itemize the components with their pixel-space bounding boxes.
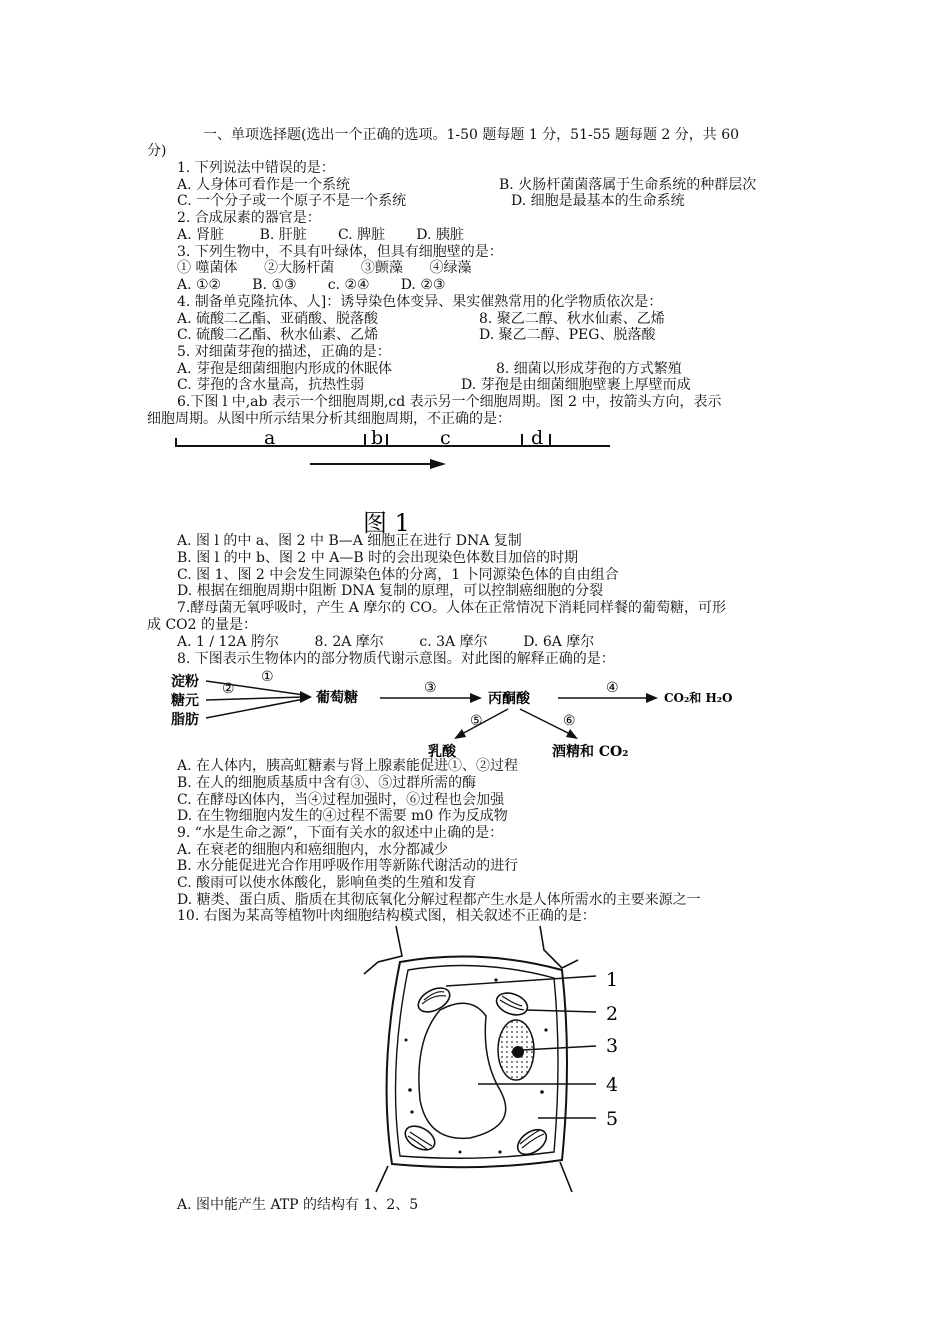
node-glycogen: 糖元 — [171, 693, 199, 709]
q6-option-b: B. 图 l 的中 b、图 2 中 A—B 时的会出现染色体数目加倍的时期 — [177, 550, 579, 566]
q1-stem: 1. 下列说法中错误的是： — [177, 160, 335, 176]
arrow-fat — [206, 699, 304, 718]
arrowhead-6 — [566, 729, 578, 739]
section-header-cont: 分) — [147, 143, 167, 159]
q4-option-b: 8. 聚乙二醇、秋水仙素、乙烯 — [479, 311, 665, 327]
q1-option-b: B. 火肠杆菌菌落属于生命系统的种群层次 — [499, 177, 757, 193]
chloroplast — [401, 1121, 439, 1154]
neighbor-cell-wall — [540, 926, 578, 968]
node-starch: 淀粉 — [171, 674, 199, 690]
q10-option-a: A. 图中能产生 ATP 的结构有 1、2、5 — [177, 1197, 419, 1213]
q6-option-d: D. 根据在细胞周期中阻断 DNA 复制的原理，可以控制癌细胞的分裂 — [177, 583, 604, 599]
node-glucose: 葡萄糖 — [316, 690, 358, 706]
figure-1-label-b: b — [371, 427, 384, 449]
arrowhead-4 — [646, 693, 658, 703]
arrowhead-glucose — [300, 691, 312, 703]
nucleolus — [512, 1046, 524, 1058]
q6-option-c: C. 图 1、图 2 中会发生同源染色体的分离，1 卜同源染色体的自由组合 — [177, 567, 619, 583]
arrow-starch — [206, 681, 304, 695]
section-header: 一、单项选择题(选出一个正确的选项。1-50 题每题 1 分，51-55 题每题 2 分，共 60 — [203, 127, 740, 143]
node-pyruvate: 丙酮酸 — [488, 691, 530, 707]
arrowhead-3 — [470, 693, 482, 703]
q10-stem: 10. 右图为某高等植物叶肉细胞结构模式图，相关叙述不正确的是： — [177, 908, 596, 924]
neighbor-cell-wall — [376, 1166, 388, 1192]
q9-option-b: B. 水分能促进光合作用呼吸作用等新陈代谢活动的进行 — [177, 858, 519, 874]
q7-stem-cont: 成 CO2 的量是： — [147, 617, 257, 633]
step-6-label: ⑥ — [563, 713, 576, 729]
metabolism-diagram — [170, 665, 770, 765]
q9-option-a: A. 在衰老的细胞内和癌细胞内，水分都减少 — [177, 842, 449, 858]
arrow-glycogen — [206, 697, 304, 700]
q5-stem: 5. 对细菌芽孢的描述，正确的是： — [177, 344, 391, 360]
step-4-label: ④ — [606, 680, 619, 696]
q1-option-a: A. 人身体可看作是一个系统 — [177, 177, 351, 193]
q9-stem: 9. “水是生命之源”，下面有关水的叙述中止确的是： — [177, 825, 504, 841]
node-fat: 脂肪 — [171, 712, 199, 728]
q8-option-b: B. 在人的细胞质基质中含有③、⑤过群所需的酶 — [177, 775, 477, 791]
q3-items: ① 噬菌体 ②大肠杆菌 ③颤藻 ④绿藻 — [177, 260, 472, 276]
q6-stem-cont: 细胞周期。从图中所示结果分析其细胞周期，不正确的是： — [147, 411, 511, 427]
q2-options: A. 肾脏 B. 肝脏 C. 脾脏 D. 胰脏 — [177, 227, 464, 243]
q8-option-d: D. 在生物细胞内发生的④过程不需要 m0 作为反成物 — [177, 808, 508, 824]
figure-1-label-c: c — [440, 427, 451, 449]
q5-option-a: A. 芽孢是细菌细胞内形成的休眠体 — [177, 361, 393, 377]
arrowhead-5 — [454, 729, 466, 739]
step-2-label: ② — [222, 681, 235, 697]
figure-1-caption: 图 1 — [363, 509, 410, 537]
node-alcohol-co2: 酒精和 CO₂ — [552, 744, 629, 760]
q8-option-a: A. 在人体内，胰高虹糖素与肾上腺素能促进①、②过程 — [177, 758, 519, 774]
figure-1 — [170, 424, 620, 544]
figure-1-label-d: d — [531, 427, 544, 449]
cell-label-5: 5 — [606, 1108, 619, 1130]
q7-options: A. 1 / 12A 胯尔 8. 2A 摩尔 c. 3A 摩尔 D. 6A 摩尔 — [177, 634, 595, 650]
q1-option-c: C. 一个分子或一个原子不是一个系统 — [177, 193, 407, 209]
cell-label-2: 2 — [606, 1003, 619, 1025]
cell-label-1: 1 — [606, 969, 619, 991]
plant-cell-figure — [350, 920, 650, 1200]
q2-stem: 2. 合成尿素的器官是： — [177, 210, 321, 226]
node-co2-water: CO₂和 H₂O — [664, 691, 733, 705]
q1-option-d: D. 细胞是最基本的生命系统 — [511, 193, 685, 209]
q7-stem: 7.酵母菌无氧呼吸时，产生 A 摩尔的 CO。人体在正常情况下消耗同样餐的葡萄糖，可形 — [177, 600, 727, 616]
q6-option-a: A. 图 l 的中 a、图 2 中 B—A 细胞正在进行 DNA 复制 — [177, 533, 522, 549]
cell-label-3: 3 — [606, 1035, 619, 1057]
q5-option-d: D. 芽孢是由细菌细胞壁裹上厚壁而成 — [461, 377, 691, 393]
neighbor-cell-wall — [364, 926, 402, 974]
q9-option-c: C. 酸雨可以使水体酸化，影响鱼类的生殖和发育 — [177, 875, 477, 891]
neighbor-cell-wall — [560, 1162, 572, 1192]
q4-stem: 4. 制备单克隆抗体、人]：诱导染色体变异、果实催熟常用的化学物质依次是： — [177, 294, 663, 310]
node-lactic-acid: 乳酸 — [428, 744, 456, 760]
q3-stem: 3. 下列生物中，不具有叶绿体，但具有细胞壁的是： — [177, 244, 503, 260]
vacuole — [419, 1003, 506, 1138]
q8-option-c: C. 在酵母凶体内，当④过程加强时，⑥过程也会加强 — [177, 792, 505, 808]
leader-line-2 — [526, 1010, 596, 1012]
cell-label-4: 4 — [606, 1074, 619, 1096]
q4-option-c: C. 硫酸二乙酯、秋水仙素、乙烯 — [177, 327, 379, 343]
figure-1-label-a: a — [264, 427, 276, 449]
arrow-5 — [460, 709, 508, 735]
q5-option-b: 8. 细菌以形成芽孢的方式繁殖 — [496, 361, 682, 377]
q6-stem: 6.下图 l 中,ab 表示一个细胞周期,cd 表示另一个细胞周期。图 2 中，按箭头方向，表示 — [177, 394, 722, 410]
chloroplast — [494, 989, 531, 1019]
q4-option-d: D. 聚乙二醇、PEG、脱落酸 — [479, 327, 656, 343]
leader-line-1 — [446, 976, 596, 986]
q8-stem: 8. 下图表示生物体内的部分物质代谢示意图。对此图的解释正确的是： — [177, 651, 615, 667]
q9-option-d: D. 糖类、蛋白质、脂质在其彻底氧化分解过程都产生水是人体所需水的主要来源之一 — [177, 892, 701, 908]
q3-options: A. ①② B. ①③ c. ②④ D. ②③ — [177, 277, 446, 293]
step-5-label: ⑤ — [470, 713, 483, 729]
step-3-label: ③ — [424, 680, 437, 696]
step-1-label: ① — [261, 669, 274, 685]
chloroplast — [414, 983, 453, 1017]
q4-option-a: A. 硫酸二乙酯、亚硝酸、脱落酸 — [177, 311, 379, 327]
q5-option-c: C. 芽孢的含水量高，抗热性弱 — [177, 377, 365, 393]
figure-1-arrowhead — [430, 459, 446, 469]
